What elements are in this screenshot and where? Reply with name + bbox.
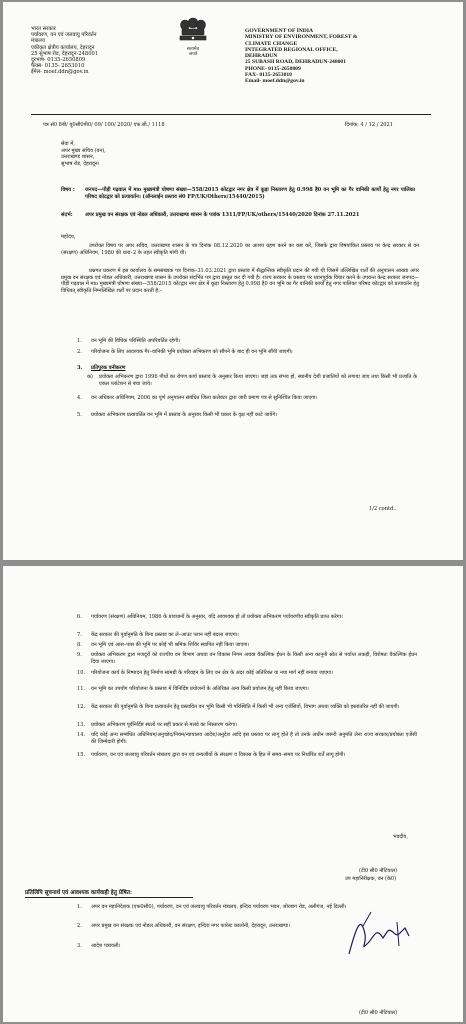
condition-item-number: 6. [77, 614, 82, 620]
letterhead-left-hindi [31, 26, 98, 76]
condition-item-text: वन भूमि का उपयोग परियोजना के प्रस्ताव में विनिर्दिष्ट प्रयोजनों के अतिरिक्त अन्य किसी प्रयोजन हेतु नहीं किया जाएगा। [91, 686, 309, 692]
letterhead-left-line: फैक्स- 0135- 2653010 [31, 63, 85, 70]
reference-date: दिनांक: 4 / 12 / 2021 [345, 122, 394, 128]
condition-item-text: प्रयोक्ता अभिकरण पूर्वनिर्दिष्ट स्थलों पर सही प्रकार से मलवे का निस्तारण करेगा। [91, 722, 238, 728]
svg-text:सत्यमेव: सत्यमेव [186, 47, 200, 52]
condition-item-number: 15. [77, 752, 86, 758]
handwritten-signature [339, 904, 429, 974]
condition-item-number: 11. [77, 686, 86, 692]
copy-heading-underline [25, 897, 193, 898]
copy-item-text: अपर वन महानिदेशक (एफ0सी0), पर्यावरण, वन एवं जलवायु परिवर्तन मंत्रालय, इन्दिरा पर्यावरण भवन, जोरबाग रोड, अलीगंज, नई दिल्ली। [91, 904, 347, 910]
condition-item-number: 14. [77, 732, 86, 738]
condition-item-number: 3. [77, 365, 83, 371]
condition-item-number: क) [87, 374, 93, 380]
body-paragraph-1: उपरोक्त विषय पर अपर सचिव, उत्तराखण्ड शासन के पत्र दिनांक 08.12.2020 का आशय ग्रहण करने का कष्ट करें, जिसके द्वारा विषयांकित प्रस्ताव पर केन्द्र सरकार से वन (संरक्षण) अधिनियम, 1980 की धारा–2 के तहत स्वीकृति मांगी थी। [61, 243, 419, 256]
copy-item-number: 1. [77, 904, 82, 910]
letterhead-right-line: FAX- 0135-2653010 [245, 72, 292, 79]
condition-item-number: 1. [77, 338, 82, 344]
signatory-name: (टी0 सी0 नौटियाल) [359, 868, 398, 874]
condition-item-text: केंद्र सरकार की पूर्वानुमति के बिना प्रत्यावर्तन हेतु प्रस्तावित वन भूमि किसी भी परिस्थिति में किसी भी अन्य एजेंसियों, विभाग अथवा व्यक्ति को हस्तांतरित नहीं की जाएगी। [91, 704, 400, 710]
signatory-designation: उप महानिरीक्षक, वन (के0) [345, 876, 397, 882]
reference-label: संदर्भ: [61, 212, 73, 218]
body-paragraph-2: प्रश्नगत प्रकरण में इस कार्यालय के समसंख्यक पत्र दिनांक–31.03.2021 द्वारा प्रस्ताव में सैद्धान्तिक स्वीकृति प्रदान की गयी थी जिसमें उल्लिखित शर्तों की अनुपालन आख्या अपर प्रमुख वन संरक्षक एवं नोडल अधिकारी, उत्तराखण्ड शासन के उपरोक्त संदर्भित पत्र द्वारा प्रस्तुत कर दी गयी है। राज्य सरकार के प्रस्ताव पर ध्यानपूर्वक विचार करने के उपरान्त केन्द्र सरकार जनपद—पौड़ी गढ़वाल में माo मुख्यमंत्री घोषणा संख्या—558/2015 कोटद्वार नगर क्षेत्र में कूड़ा निस्तारण हेतु 0.998 है0 वन भूमि का गैर वानिकी कार्यों हेतु नगर पालिका परिषद कोटद्वार को प्रत्यावर्तन हेतु विधिवत् स्वीकृति निम्नलिखित शर्तों पर प्रदान करती है:– [61, 268, 419, 295]
condition-item-text: प्रयोक्ता अभिकरण द्वारा 1996 पौधों का रोपण कार्य प्रस्ताव के अनुसार किया जाएगा। जहां तक संभव हो, स्थानीय देशी प्रजातियों को लगाया जाए तथा किसी भी प्रजाति के एकल प्लांटेशन से बचा जाये। [99, 374, 417, 387]
letterhead-right-line: Email- moef.ddn@gov.in [245, 78, 305, 85]
ashoka-emblem-icon [175, 14, 211, 58]
letterhead-left-line: 25 सुभाष रोड, देहरादून-248001 [31, 50, 99, 57]
condition-item-number: 12. [77, 704, 86, 710]
letter-page-2 [3, 566, 463, 1022]
reference-number: पत्र सं0 8बी/ यू0सी0पी0/ 09/ 100/ 2020/ एफ.सी./ 1118 [43, 122, 165, 128]
copy-item-text: आदेश पत्रावली। [91, 943, 121, 949]
addressee-line: सुभाष रोड, देहरादून। [61, 160, 100, 167]
page1-footer: 1/2 contd.. [369, 506, 397, 512]
condition-item-text: परियोजना के लिए आवश्यक गैर–वानिकी भूमि प्रयोक्ता अभिकरण को सौंपने के बाद ही वन भूमि सौंपी जाएगी। [91, 349, 293, 355]
condition-item-text: प्रयोक्ता अभिकरण प्रत्यावर्तित वन भूमि में प्रस्ताव के अनुसार किसी भी प्रकार के वृक्ष नहीं काटे जायेंगे। [91, 412, 278, 418]
svg-text:जयते: जयते [188, 52, 198, 57]
letterhead-right-line: PHONE- 0135-2650809 [245, 65, 301, 72]
condition-item-text: प्रतिपूरक वनीकरण [91, 365, 126, 371]
letterhead-right-line: 25 SUBASH ROAD, DEHRADUN-248001 [245, 59, 347, 66]
letterhead-left-line: ईमेल- moef.ddn@gov.in [31, 69, 89, 76]
condition-item-text: वन भूमि एवं आस–पास की भूमि पर कोई भी श्रमिक शिविर स्थापित नहीं किया जाएगा। [91, 642, 250, 648]
letter-page-1 [3, 2, 463, 560]
addressee-block [61, 141, 106, 167]
header-divider [31, 114, 431, 115]
condition-item-text: यदि कोई अन्य सम्बंधित अधिनियम/अनुच्छेद/नियम/न्यायालय आदेश/अनुदेश आदि इस प्रस्ताव पर लागू होते है तो उनके अधीन जरूरी अनुमति लेना राज्य सरकार/प्रयोक्ता एजेंसी की जिम्मेदारी होगी। [91, 732, 417, 745]
condition-item-number: 2. [77, 349, 82, 355]
letterhead-right-line: MINISTRY OF ENVIRONMENT, FOREST & [245, 34, 358, 41]
letterhead-left-line: एकीकृत क्षेत्रीय कार्यालय, देहरादून [31, 44, 95, 51]
letterhead-left-line: दूरभाष- 0135-2650809 [31, 57, 86, 64]
subject-label: विषय : [61, 187, 75, 193]
letterhead-left-line: मंत्रालय [31, 38, 45, 45]
condition-item-text: वन अधिकार अधिनियम, 2006 का पूर्ण अनुपालन संबंधित जिला कलेक्टर द्वारा जारी प्रमाण पत्र से सुनिश्चित किया जाएगा। [91, 395, 318, 401]
subject-text: जनपद—पौड़ी गढ़वाल में माo मुख्यमंत्री घोषणा संख्या—558/2015 कोटद्वार नगर क्षेत्र में कूड़ा निस्तारण हेतु 0.998 है0 वन भूमि का गैर वानिकी कार्यों हेतु नगर पालिका परिषद कोटद्वार को प्रत्यावर्तन। (ऑनलाईन प्रस्ताव सं0 FP/UK/Others/15440/2015) [85, 187, 415, 200]
copy-item-number: 3. [77, 943, 82, 949]
copy-heading: प्रतिलिपि सूचनार्थ एवं आवश्यक कार्यवाही हेतु प्रेषित: [25, 890, 133, 896]
condition-item-text: पर्यावरण, वन एवं जलवायु परिवर्तन मंत्रालय द्वारा वन एवं वन्यजीवों के संरक्षण व विकास के हित में समय–समय पर निर्धारित शर्तें लागू होगी। [91, 752, 346, 758]
condition-item-text: प्रयोक्ता अभिकरण द्वारा मजदूरों को राज्यीय वन विभाग अथवा वन विकास निगम अथवा वैकल्पिक ईंधन के किसी अन्य कानूनी स्रोत से पर्याप्त लकड़ी, विशेषतः वैकल्पिक ईंधन दिया जाएगा। [91, 652, 417, 665]
condition-item-text: वन भूमि की विधिक परिस्थिति अपरिवर्तित रहेगी। [91, 338, 181, 344]
condition-item-number: 13. [77, 722, 86, 728]
reference-text: अपर प्रमुख वन संरक्षक एवं नोडल अधिकारी, उत्तराखण्ड शासन के पत्रांक 1311/FP/UK/others/15440/2020 दिनांक 27.11.2021 [85, 212, 360, 218]
addressee-line: अपर मुख्य सचिव (वन), [61, 147, 106, 154]
condition-item-number: 4. [77, 395, 82, 401]
condition-item-number: 5. [77, 412, 82, 418]
addressee-line: सेवा में, [61, 141, 75, 147]
addressee-line: उत्तराखण्ड शासन, [61, 154, 95, 161]
copy-item-number: 2. [77, 923, 82, 929]
letterhead-right-line: CLIMATE CHANGE [245, 40, 298, 47]
condition-item-number: 8. [77, 642, 82, 648]
letterhead-left-line: पर्यावरण, वन एवं जलवायु परिवर्तन [31, 32, 97, 39]
salutation: महोदय, [61, 234, 76, 240]
copy-item-text: अपर प्रमुख वन संरक्षक एवं नोडल अधिकारी, वन संरक्षण, इन्दिरा नगर फारेस्ट कालोनी, देहरादून, उत्तराखण्ड। [91, 923, 290, 929]
condition-item-number: 9. [77, 652, 82, 658]
letterhead-right-english [245, 28, 357, 85]
closing: भवदीय, [393, 834, 409, 840]
letterhead-left-line: भारत सरकार [31, 26, 56, 32]
condition-item-number: 10. [77, 670, 86, 676]
condition-item-number: 7. [77, 632, 82, 638]
letterhead-right-line: INTEGRATED REGIONAL OFFICE, [245, 46, 338, 53]
condition-item-text: परियोजना कार्य के निष्पादन हेतु निर्माण सामग्री के परिवहन के लिए वन क्षेत्र के अंदर कोई अतिरिक्त या नया मार्ग नहीं बनाया जाएगा। [91, 670, 334, 676]
letterhead-right-line: DEHRADUN [245, 53, 278, 60]
condition-item-text: केंद्र सरकार की पूर्वानुमति के बिना प्रस्ताव का ले–आउट प्लान नहीं बदला जाएगा। [91, 632, 239, 638]
condition-item-text: पर्यावरण (संरक्षण) अधिनियम, 1986 के प्रावधानों के अनुसार, यदि आवश्यक हो तो प्रयोक्ता अभिकरण पर्यावरणीय स्वीकृति प्राप्त करेगा। [91, 614, 343, 620]
bottom-signature-name: (टी0 सी0 नौटियाल) [359, 1010, 398, 1016]
letterhead-right-line: GOVERNMENT OF INDIA [245, 28, 314, 34]
